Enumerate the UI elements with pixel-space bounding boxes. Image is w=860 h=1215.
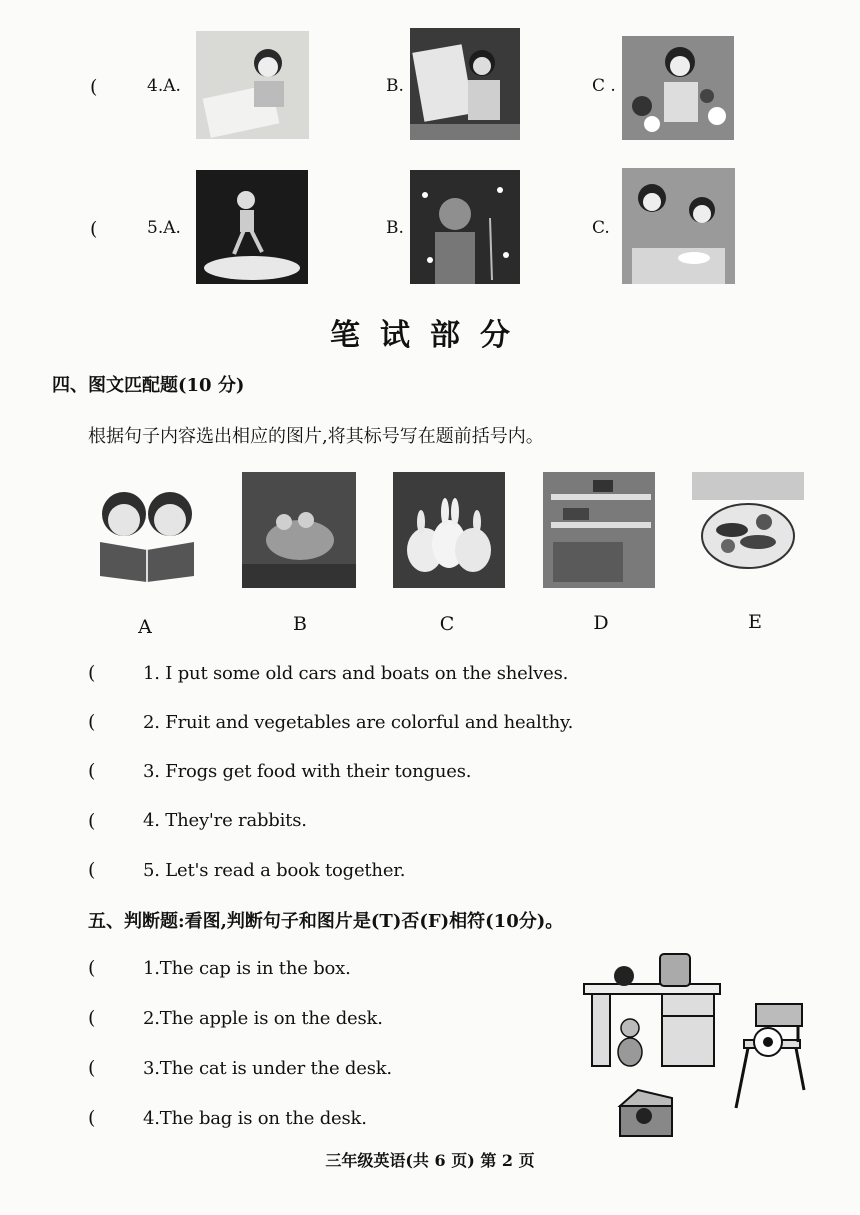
option-c-label: C . xyxy=(592,76,616,96)
girl-dancing-image xyxy=(196,170,308,284)
section-4-heading: 四、图文匹配题(10 分) xyxy=(52,375,245,396)
answer-paren[interactable]: ( xyxy=(88,662,96,684)
answer-paren[interactable]: ( xyxy=(88,760,96,782)
answer-paren: ( xyxy=(90,218,98,240)
room-scene-image xyxy=(578,940,810,1145)
question-4-label: 4.A. xyxy=(147,76,181,96)
page-footer: 三年级英语(共 6 页) 第 2 页 xyxy=(325,1151,535,1170)
question-text: 4.The bag is on the desk. xyxy=(143,1108,367,1129)
section-5-heading: 五、判断题:看图,判断句子和图片是(T)否(F)相符(10分)。 xyxy=(88,911,564,932)
picture-label-b: B xyxy=(293,613,307,635)
children-cooking-image xyxy=(622,168,735,284)
picture-label-a: A xyxy=(138,616,152,638)
page-title: 笔试部分 xyxy=(330,318,530,353)
answer-paren[interactable]: ( xyxy=(88,859,96,881)
option-c-label: C. xyxy=(592,218,610,238)
children-reading-image xyxy=(96,478,198,584)
answer-paren[interactable]: ( xyxy=(88,1057,96,1079)
question-text: 3.The cat is under the desk. xyxy=(143,1058,392,1079)
girl-drawing-image xyxy=(196,31,309,139)
fruit-vegetables-plate-image xyxy=(692,472,804,576)
answer-paren[interactable]: ( xyxy=(88,1107,96,1129)
answer-paren[interactable]: ( xyxy=(88,711,96,733)
answer-paren: ( xyxy=(90,76,98,98)
picture-label-e: E xyxy=(748,611,762,633)
boy-singing-image xyxy=(410,170,520,284)
section-4-instruction: 根据句子内容选出相应的图片,将其标号写在题前括号内。 xyxy=(88,426,544,447)
question-text: 2. Fruit and vegetables are colorful and healthy. xyxy=(143,712,574,733)
frog-image xyxy=(242,472,356,588)
question-text: 5. Let's read a book together. xyxy=(143,860,406,881)
answer-paren[interactable]: ( xyxy=(88,1007,96,1029)
rabbits-image xyxy=(393,472,505,588)
answer-paren[interactable]: ( xyxy=(88,957,96,979)
question-5-label: 5.A. xyxy=(147,218,181,238)
picture-label-c: C xyxy=(439,613,455,635)
question-text: 3. Frogs get food with their tongues. xyxy=(143,761,472,782)
girl-painting-image xyxy=(410,28,520,140)
girl-flowers-image xyxy=(622,36,734,140)
question-text: 1.The cap is in the box. xyxy=(143,958,351,979)
option-b-label: B. xyxy=(386,218,404,238)
question-text: 4. They're rabbits. xyxy=(143,810,307,831)
toy-shelves-image xyxy=(543,472,655,588)
answer-paren[interactable]: ( xyxy=(88,810,96,832)
question-text: 1. I put some old cars and boats on the shelves. xyxy=(143,663,569,684)
picture-label-d: D xyxy=(593,612,609,634)
option-b-label: B. xyxy=(386,76,404,96)
question-text: 2.The apple is on the desk. xyxy=(143,1008,383,1029)
